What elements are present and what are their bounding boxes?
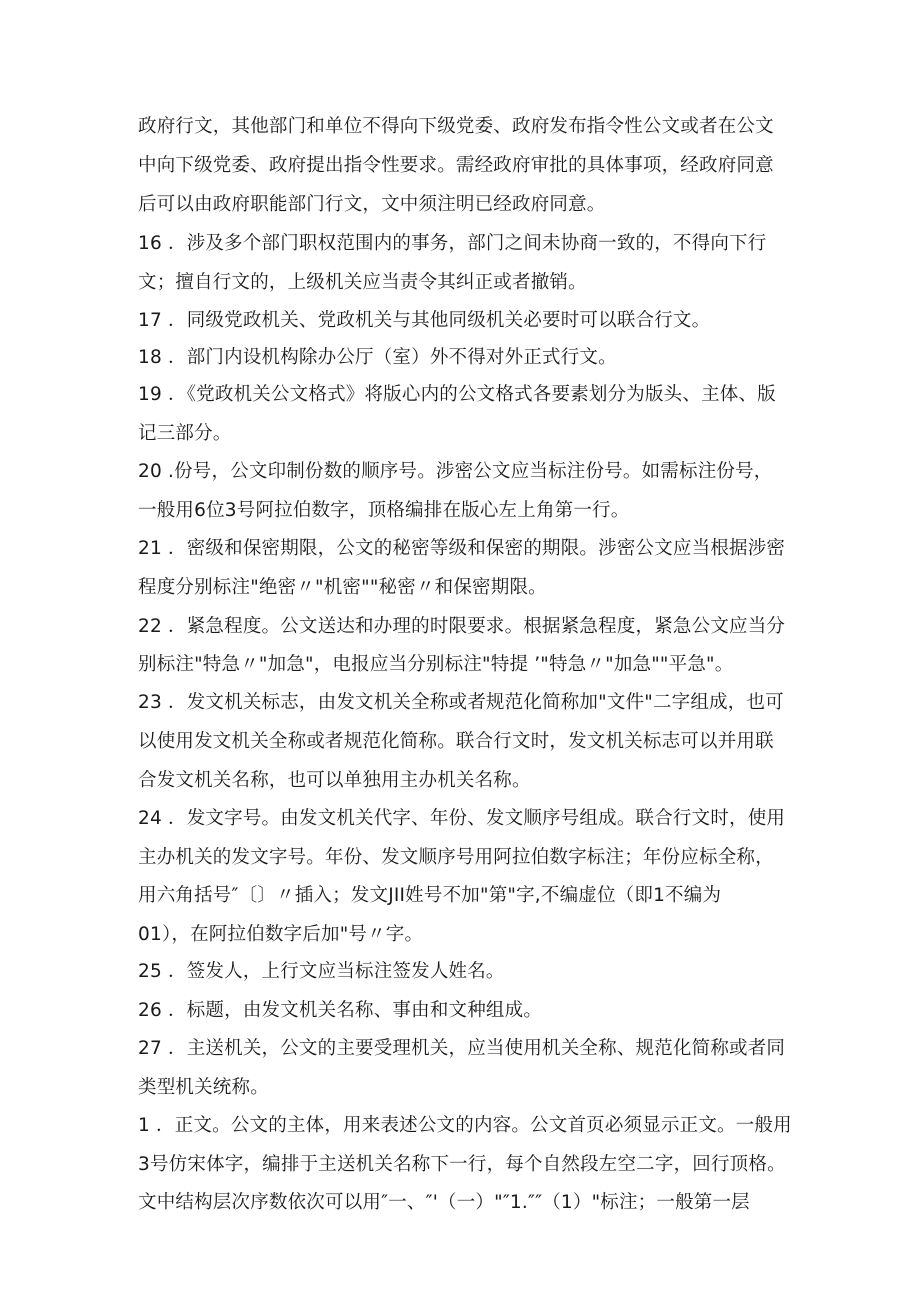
list-item-23: 23 ．发文机关标志，由发文机关全称或者规范化简称加"文件"二字组成，也可 bbox=[138, 692, 784, 713]
list-item-17: 17 ．同级党政机关、党政机关与其他同级机关必要时可以联合行文。 bbox=[138, 310, 711, 331]
list-item-1: 1 ．正文。公文的主体，用来表述公文的内容。公文首页必须显示正文。一般用 bbox=[138, 1115, 792, 1136]
list-item-26: 26 ．标题，由发文机关名称、事由和文种组成。 bbox=[138, 1000, 543, 1021]
text-line: 政府行文，其他部门和单位不得向下级党委、政府发布指令性公文或者在公文 bbox=[138, 116, 774, 137]
text-line: 合发文机关名称，也可以单独用主办机关名称。 bbox=[138, 770, 531, 791]
text-line: 用六角括号″〔〕〃插入；发文JII姓号不加"第"字,不编虚位（即1不编为 bbox=[138, 885, 722, 906]
text-line: 主办机关的发文字号。年份、发文顺序号用阿拉伯数字标注；年份应标全称， bbox=[138, 847, 774, 868]
text-line: 程度分别标注"绝密〃"机密""秘密〃和保密期限。 bbox=[138, 577, 547, 598]
text-line: 记三部分。 bbox=[138, 423, 232, 444]
list-item-24: 24 ．发文字号。由发文机关代字、年份、发文顺序号组成。联合行文时，使用 bbox=[138, 808, 786, 829]
text-line: 以使用发文机关全称或者规范化简称。联合行文时，发文机关标志可以并用联 bbox=[138, 731, 774, 752]
list-item-21: 21 ．密级和保密期限，公文的秘密等级和保密的期限。涉密公文应当根据涉密 bbox=[138, 538, 786, 559]
list-item-20: 20 .份号，公文印制份数的顺序号。涉密公文应当标注份号。如需标注份号， bbox=[138, 461, 773, 482]
text-line: 类型机关统称。 bbox=[138, 1077, 269, 1098]
list-item-16: 16 ．涉及多个部门职权范围内的事务，部门之间未协商一致的，不得向下行 bbox=[138, 233, 767, 254]
text-line: 01），在阿拉伯数字后加"号〃字。 bbox=[138, 924, 424, 945]
list-item-25: 25 ．签发人，上行文应当标注签发人姓名。 bbox=[138, 961, 505, 982]
text-line: 别标注"特急〃"加急"，电报应当分别标注"特提 ’"特急〃"加急""平急"。 bbox=[138, 654, 734, 675]
text-line: 3号仿宋体字，编排于主送机关名称下一行，每个自然段左空二字，回行顶格。 bbox=[138, 1154, 786, 1175]
list-item-22: 22 ．紧急程度。公文送达和办理的时限要求。根据紧急程度，紧急公文应当分 bbox=[138, 616, 786, 637]
text-line: 后可以由政府职能部门行文，文中须注明已经政府同意。 bbox=[138, 194, 606, 215]
text-line: 文；擅自行文的，上级机关应当责令其纠正或者撤销。 bbox=[138, 272, 587, 293]
list-item-27: 27 ．主送机关，公文的主要受理机关，应当使用机关全称、规范化简称或者同 bbox=[138, 1038, 786, 1059]
list-item-19: 19 ．《党政机关公文格式》将版心内的公文格式各要素划分为版头、主体、版 bbox=[138, 384, 776, 405]
text-line: 中向下级党委、政府提出指令性要求。需经政府审批的具体事项，经政府同意 bbox=[138, 155, 774, 176]
text-line: 文中结构层次序数依次可以用″一、″'（一）"″1.″″（1）"标注；一般第一层 bbox=[138, 1192, 750, 1213]
list-item-18: 18 ．部门内设机构除办公厅（室）外不得对外正式行文。 bbox=[138, 347, 617, 368]
text-line: 一般用6位3号阿拉伯数字，顶格编排在版心左上角第一行。 bbox=[138, 500, 630, 521]
